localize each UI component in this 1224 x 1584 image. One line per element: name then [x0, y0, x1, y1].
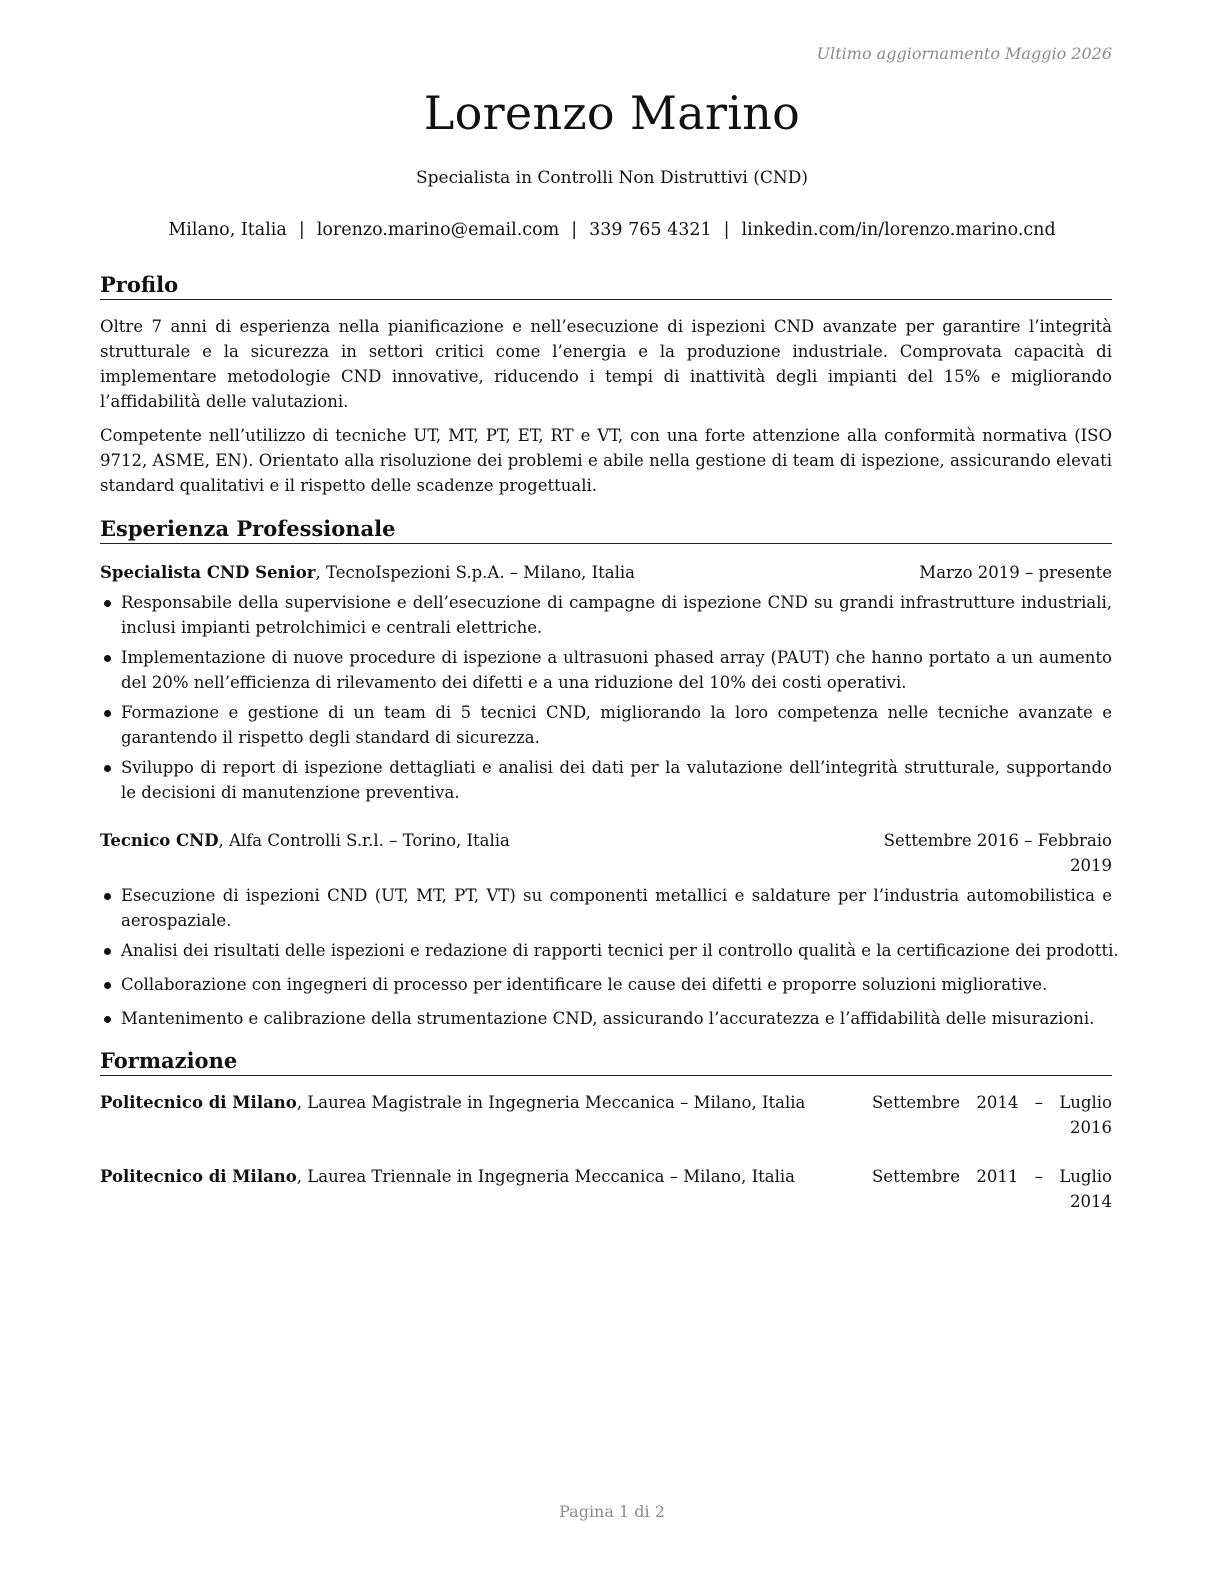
bullet-icon: [104, 948, 111, 955]
job-title-line: [100, 828, 510, 878]
job-dates: Marzo 2019 – presente: [919, 563, 1112, 582]
education-title-line: [100, 1164, 795, 1214]
contact-phone[interactable]: 339 765 4321: [589, 220, 712, 240]
job-role: Specialista CND Senior: [100, 563, 316, 582]
job-role: Tecnico CND: [100, 831, 219, 850]
section-title-education: Formazione: [100, 1047, 1112, 1076]
profile-paragraph: Oltre 7 anni di esperienza nella pianificazione e nell’esecuzione di ispezioni CND avanzate per garantire l’integrità strutturale e la sicurezza in settori critici come l’energia e la produzione industriale. Comprovata capacità di implementare metodologie CND innovative, riducendo i tempi di inattività degli impianti del 15% e migliorando l’affidabilità delle valutazioni.: [100, 317, 1112, 411]
education-section: [100, 1047, 1112, 1214]
list-item: Analisi dei risultati delle ispezioni e redazione di rapporti tecnici per il controllo qualità e la certificazione dei prodotti.: [100, 938, 1112, 963]
experience-section: [100, 515, 1119, 1031]
education-school: Politecnico di Milano: [100, 1093, 297, 1112]
job-company: , TecnoIspezioni S.p.A. – Milano, Italia: [315, 563, 636, 582]
list-item: Formazione e gestione di un team di 5 tecnici CND, migliorando la loro competenza nelle tecniche avanzate e garantendo il rispetto degli standard di sicurezza.: [100, 700, 1112, 750]
job-entry: [100, 560, 1112, 805]
list-item: Collaborazione con ingegneri di processo per identificare le cause dei difetti e proporre soluzioni migliorative.: [100, 972, 1112, 997]
contact-location: Milano, Italia: [168, 220, 287, 240]
education-dates: Settembre 2014 – Luglio 2016: [872, 1093, 1112, 1137]
bullet-icon: [104, 765, 111, 772]
contact-separator: |: [723, 220, 730, 240]
contact-separator: |: [571, 220, 578, 240]
candidate-name: Lorenzo Marino: [423, 86, 801, 140]
job-header: [100, 828, 1112, 878]
bullet-icon: [104, 1016, 111, 1023]
bullet-icon: [104, 893, 111, 900]
job-entry: [100, 828, 1119, 1031]
education-entry: [100, 1090, 1112, 1140]
education-dates: Settembre 2011 – Luglio 2014: [872, 1167, 1112, 1211]
contact-email[interactable]: lorenzo.marino@email.com: [316, 220, 560, 240]
bullet-icon: [104, 710, 111, 717]
list-item: Sviluppo di report di ispezione dettagliati e analisi dei dati per la valutazione dell’integrità strutturale, supportando le decisioni di manutenzione preventiva.: [100, 755, 1112, 805]
last-updated: Ultimo aggiornamento Maggio 2026: [816, 44, 1112, 63]
job-bullets: [100, 883, 1119, 1031]
bullet-icon: [104, 655, 111, 662]
list-item: Responsabile della supervisione e dell’esecuzione di campagne di ispezione CND su grandi infrastrutture industriali, inclusi impianti petrolchimici e centrali elettriche.: [100, 590, 1112, 640]
section-title-experience: Esperienza Professionale: [100, 515, 1112, 544]
bullet-icon: [104, 600, 111, 607]
list-item: Mantenimento e calibrazione della strumentazione CND, assicurando l’accuratezza e l’affidabilità delle misurazioni.: [100, 1006, 1112, 1031]
job-dates: Settembre 2016 – Febbraio 2019: [883, 831, 1112, 875]
profile-paragraph: Competente nell’utilizzo di tecniche UT, MT, PT, ET, RT e VT, con una forte attenzione alla conformità normativa (ISO 9712, ASME, EN). Orientato alla risoluzione dei problemi e abile nella gestione di team di ispezione, assicurando elevati standard qualitativi e il rispetto delle scadenze progettuali.: [100, 426, 1112, 495]
profile-section: [100, 271, 1112, 498]
job-title-line: [100, 560, 635, 585]
list-item: Implementazione di nuove procedure di ispezione a ultrasuoni phased array (PAUT) che hanno portato a un aumento del 20% nell’efficienza di rilevamento dei difetti e a una riduzione del 10% dei costi operativi.: [100, 645, 1112, 695]
education-degree: , Laurea Triennale in Ingegneria Meccanica – Milano, Italia: [296, 1167, 795, 1186]
list-item: Esecuzione di ispezioni CND (UT, MT, PT, VT) su componenti metallici e saldature per l’industria automobilistica e aerospaziale.: [100, 883, 1112, 933]
candidate-headline: Specialista in Controlli Non Distruttivi (CND): [415, 168, 809, 188]
job-company: , Alfa Controlli S.r.l. – Torino, Italia: [218, 831, 510, 850]
contact-line: [0, 220, 1224, 240]
education-entry: [100, 1164, 1112, 1214]
job-header: [100, 560, 1112, 585]
education-title-line: [100, 1090, 805, 1140]
page-number: Pagina 1 di 2: [559, 1502, 665, 1521]
contact-linkedin[interactable]: linkedin.com/in/lorenzo.marino.cnd: [741, 220, 1056, 240]
bullet-icon: [104, 982, 111, 989]
contact-separator: |: [298, 220, 305, 240]
education-degree: , Laurea Magistrale in Ingegneria Meccanica – Milano, Italia: [296, 1093, 806, 1112]
job-bullets: [100, 590, 1112, 805]
section-title-profile: Profilo: [100, 271, 1112, 300]
education-school: Politecnico di Milano: [100, 1167, 297, 1186]
